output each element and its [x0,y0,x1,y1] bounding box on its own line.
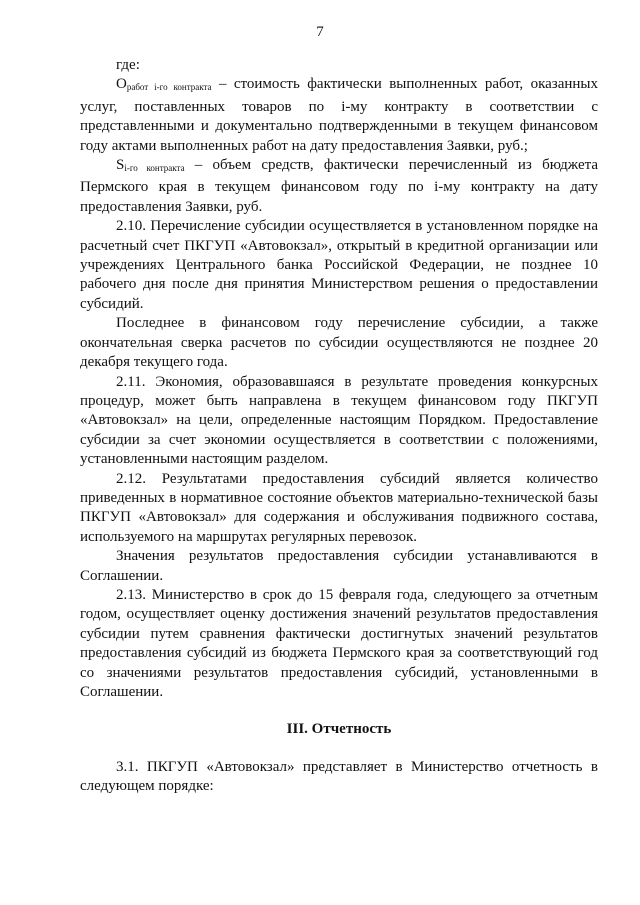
definition-o-text: – стоимость фактически выполненных работ, оказанных услуг, поставленных товаров по i-му контракту в соответствии с представленными и документально подтвержденными в текущем финансовом году актами выполненных работ на дату предоставления Заявки, руб.; [80,76,598,154]
definition-s-symbol: S [116,157,125,174]
document-body [80,56,598,797]
paragraph-3-1: 3.1. ПКГУП «Автовокзал» представляет в Министерство отчетность в следующем порядке: [80,758,598,795]
definition-o [80,75,598,156]
paragraph-result-values: Значения результатов предоставления субсидии устанавливаются в Соглашении. [80,548,598,584]
page-number: 7 [316,24,324,40]
definition-s [80,156,598,217]
definition-s-subscript: i-го контракта [124,163,185,174]
paragraph-2-10: 2.10. Перечисление субсидии осуществляется в установленном порядке на расчетный счет ПКГУП «Автовокзал», открытый в кредитной организации или учреждениях Центрального банка Российской Федерации, не позднее 10 рабочего дня после дня принятия Министерством решения о предоставлении субсидий. [80,218,598,312]
definition-o-symbol: O [116,76,127,93]
paragraph-last-payment: Последнее в финансовом году перечисление субсидии, а также окончательная сверка расчетов по субсидии осуществляются не позднее 20 декабря текущего года. [80,315,598,371]
section-heading: III. Отчетность [286,721,392,738]
definition-s-text: – объем средств, фактически перечисленный из бюджета Пермского края в текущем финансовом году по i-му контракту на дату предоставления Заявки, руб. [80,157,598,215]
paragraph-2-11: 2.11. Экономия, образовавшаяся в результате проведения конкурсных процедур, может быть направлена в текущем финансовом году ПКГУП «Автовокзал» на цели, определенные настоящим Порядком. Предоставление субсидии за счет экономии осуществляется в соответствии с положениями, установленными настоящим разделом. [80,373,598,468]
definition-o-subscript: работ i-го контракта [126,82,212,93]
paragraph-2-13: 2.13. Министерство в срок до 15 февраля года, следующего за отчетным годом, осуществляет оценку достижения значений результатов предоставления субсидии путем сравнения фактически достигнутых значений результатов предоставления субсидий из бюджета Пермского края за соответствующий год со значениями результатов предоставления субсидий, установленными в Соглашении. [80,586,598,700]
paragraph-2-12: 2.12. Результатами предоставления субсидий является количество приведенных в нормативное состояние объектов материально-технической базы ПКГУП «Автовокзал» для содержания и обслуживания подвижного состава, используемого на маршрутах регулярных перевозок. [80,470,598,545]
where-label: где: [116,57,140,73]
